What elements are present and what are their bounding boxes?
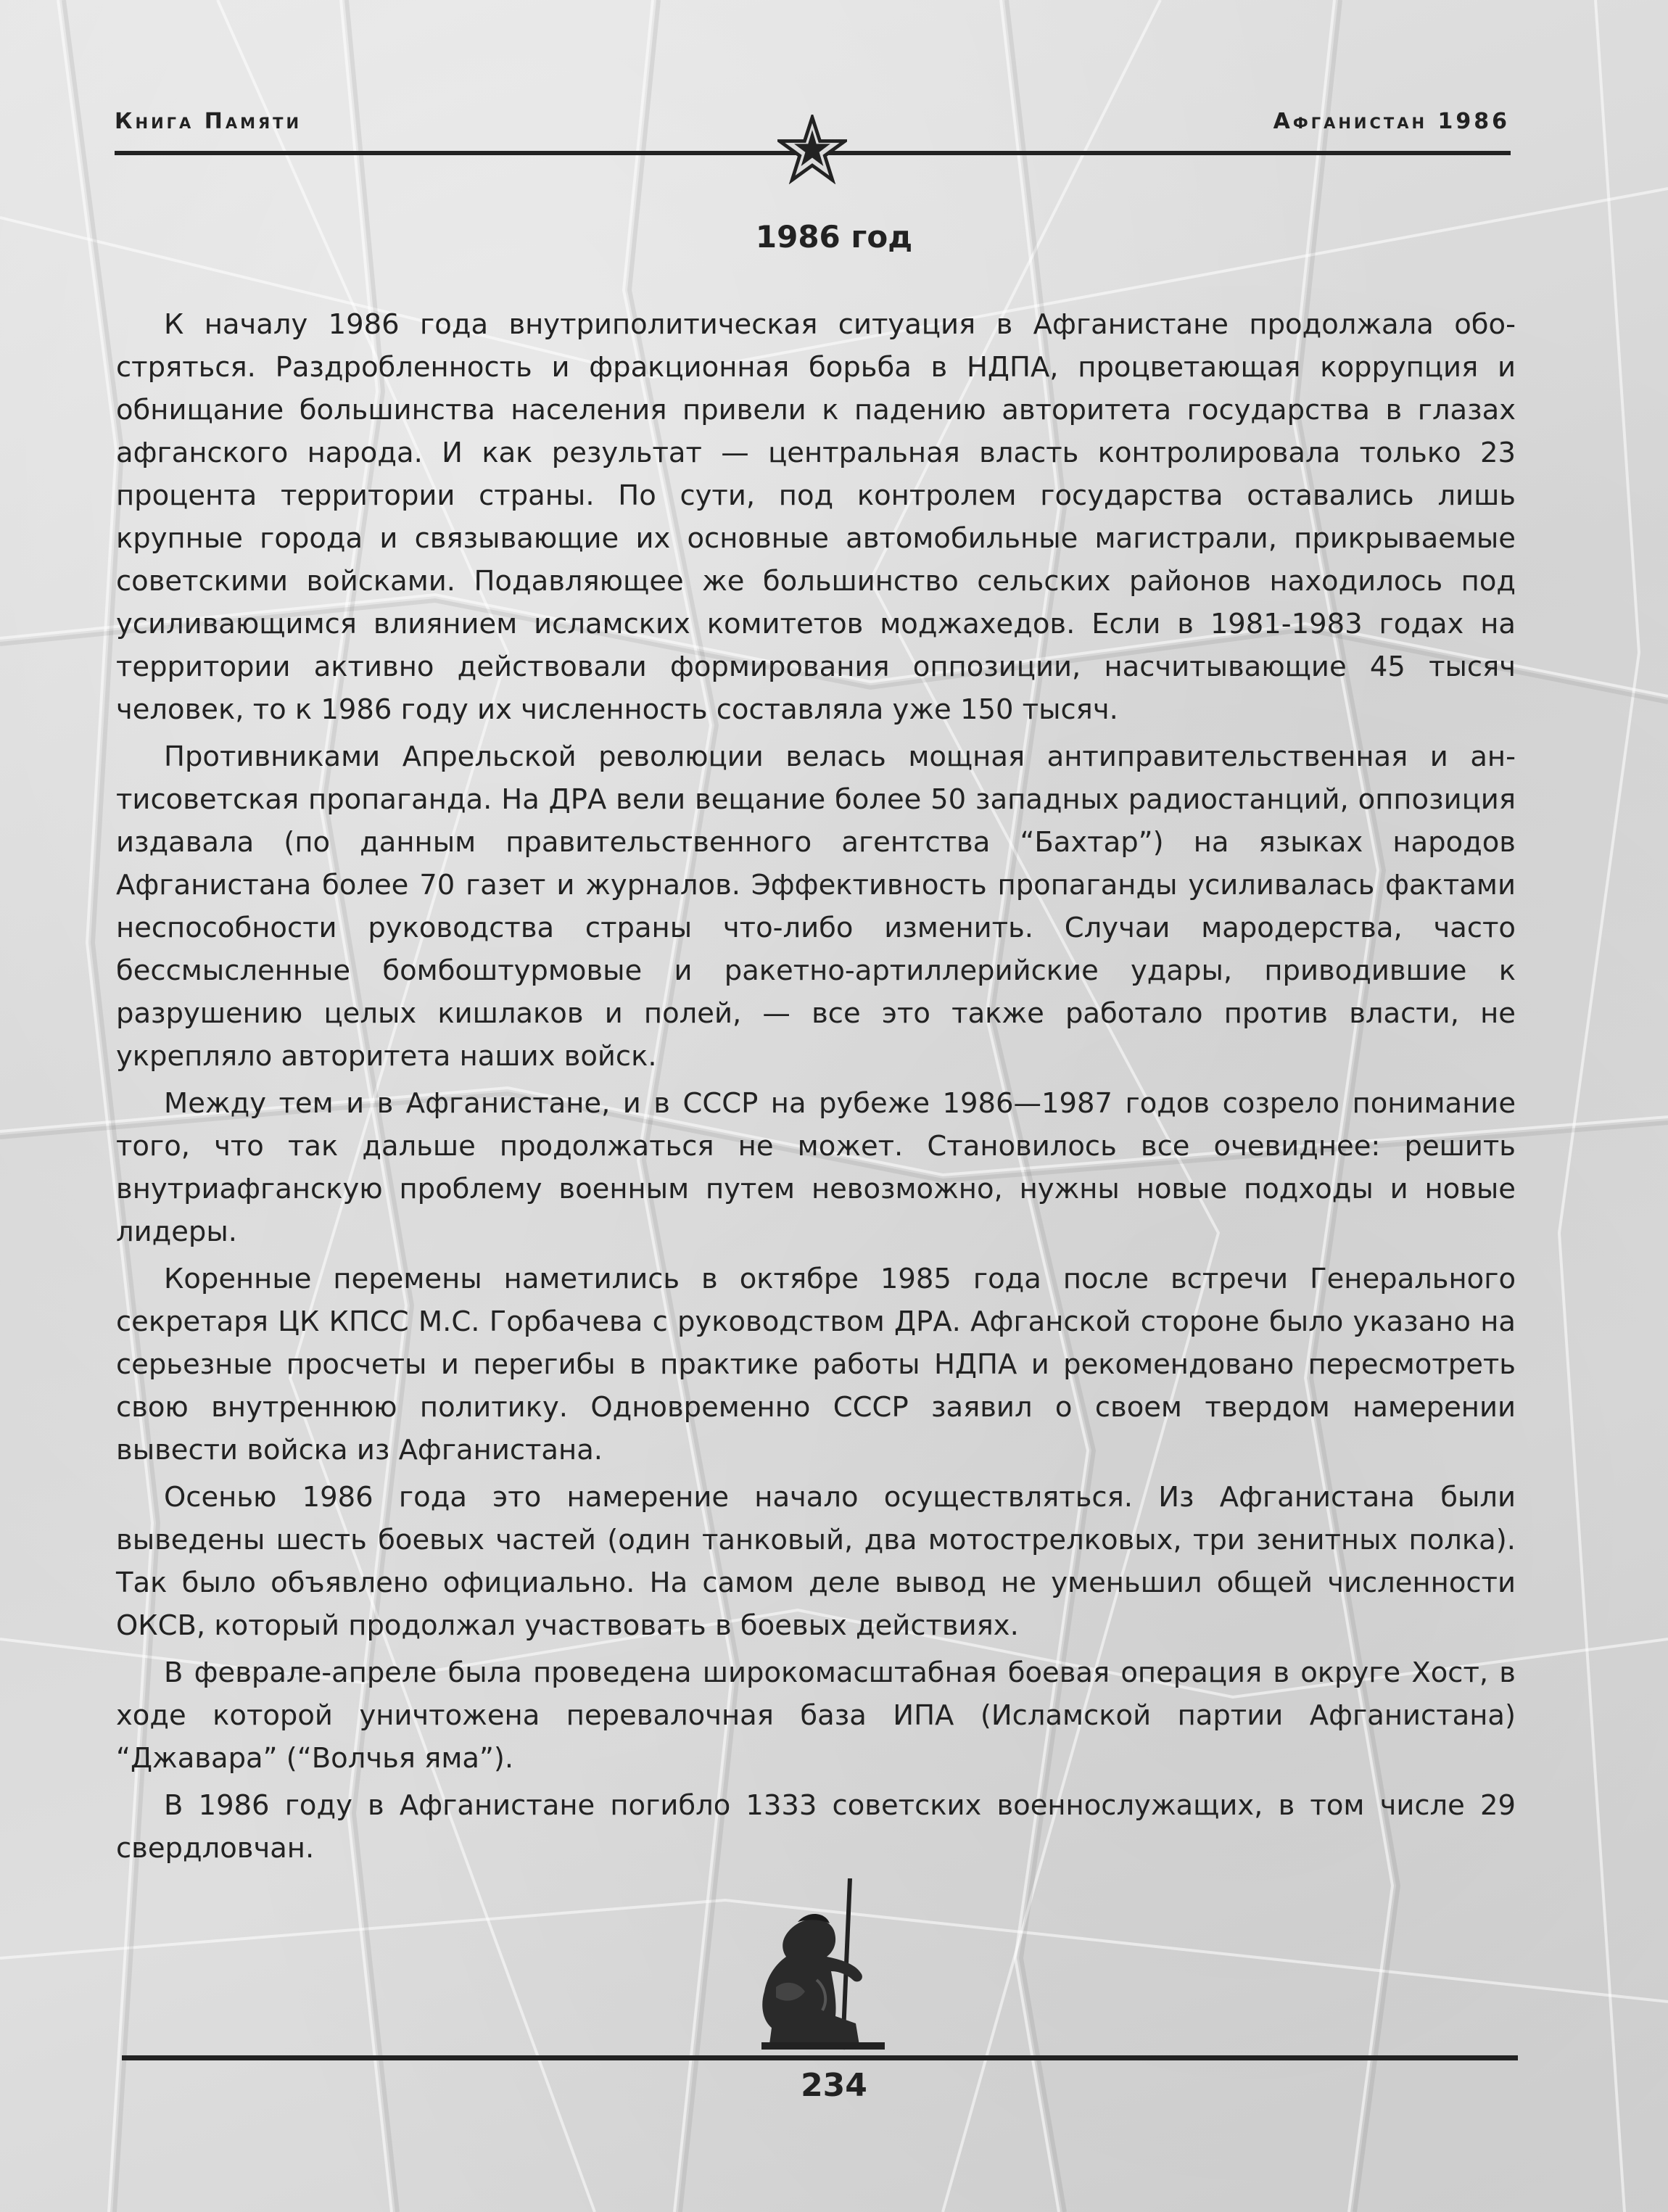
- paragraph: В феврале-апреле была проведена широкомасштабная боевая операция в округе Хост, в ходе которой уничтожена перевалочная база ИПА (Исламской партии Афганистана) “Джавара” (“Волчья яма”).: [116, 1656, 1516, 1775]
- star-emblem-icon: [777, 115, 847, 184]
- page-number: 234: [801, 2067, 867, 2104]
- paragraph: Осенью 1986 года это намерение начало осуществляться. Из Афганистана были выведены шесть боевых частей (один танковый, два мотострелковых, три зенитных полка). Так было объявлено официально. На самом деле вывод не уменьшил общей численности ОКСВ, который продолжал участвовать в боевых действиях.: [116, 1481, 1516, 1642]
- paragraph: Коренные перемены наметились в октябре 1985 года после встречи Генерального секретаря ЦК КПСС М.С. Горбачева с руководством ДРА. Афганской стороне было указано на серьезные просчеты и перегибы в практике работы НДПА и рекомендовано пересмотреть свою внутреннюю политику. Одновременно СССР заявил о своем твердом намерении вывести войска из Афганистана.: [116, 1263, 1516, 1466]
- paragraph: Противниками Апрельской революции велась мощная антиправительственная и антисоветская пропаганда. На ДРА вели вещание более 50 западных радиостанций, оппозиция издавала (по данным правительственного агентства “Бахтар”) на языках народов Афганистана более 70 газет и журналов. Эффективность пропаганды усиливалась фактами неспособности руководства страны что-либо изменить. Случаи мародерства, часто бессмысленные бомбоштурмовые и ракетно-артиллерийские удары, приводившие к разрушению целых кишлаков и полей, — все это также работало против власти, не укрепляло авторитета наших войск.: [116, 740, 1516, 1073]
- paragraph: Между тем и в Афганистане, и в СССР на рубеже 1986—1987 годов созрело понимание того, что так дальше продолжаться не может. Становилось все очевиднее: решить внутриафганскую проблему военным путем невозможно, нужны новые подходы и новые лидеры.: [116, 1087, 1516, 1248]
- footer-rule: [122, 2055, 1518, 2060]
- mourning-soldier-icon: [747, 1878, 907, 2052]
- running-header-left: Книга Памяти: [115, 109, 302, 134]
- section-title: 1986 год: [755, 219, 913, 255]
- paragraph: В 1986 году в Афганистане погибло 1333 советских военнослужащих, в том числе 29 свердловчан.: [116, 1789, 1516, 1865]
- paragraph: К началу 1986 года внутриполитическая ситуация в Афганистане продолжала обостряться. Раздробленность и фракционная борьба в НДПА, процветающая коррупция и обнищание большинства населения привели к падению авторитета государства в глазах афганского народа. И как результат — центральная власть контролировала только 23 процента территории страны. По сути, под контролем государства оставались лишь крупные города и связывающие их основные автомобильные магистрали, прикрываемые советскими войсками. Подавляющее же большинство сельских районов находилось под усиливающимся влиянием исламских комитетов моджахедов. Если в 1981-1983 годах на территории активно действовали формирования оппозиции, насчитывающие 45 тысяч человек, то к 1986 году их численность составляла уже 150 тысяч.: [116, 308, 1516, 726]
- body-text: [116, 303, 1516, 1874]
- running-header-right: Афганистан 1986: [1273, 109, 1510, 134]
